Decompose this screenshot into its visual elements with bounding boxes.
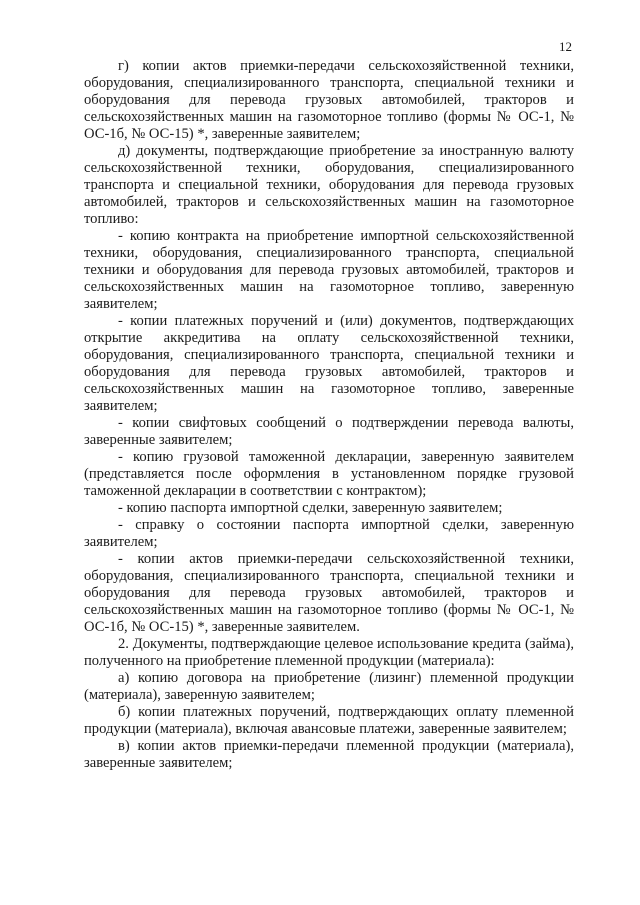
paragraph-a-contract: а) копию договора на приобретение (лизинг) племенной продукции (материала), заверенную заявителем;: [84, 670, 574, 703]
list-item-customs-declaration: - копию грузовой таможенной декларации, заверенную заявителем (представляется после оформления в установленном порядке грузовой таможенной декларации в соответствии с контрактом);: [84, 449, 574, 499]
list-item-import-passport-copy: - копию паспорта импортной сделки, заверенную заявителем;: [118, 500, 503, 516]
list-item-acceptance-acts: - копии актов приемки-передачи сельскохозяйственной техники, оборудования, специализированного транспорта, специальной техники и оборудования для перевода грузовых автомобилей, тракторов и сельскохозяйственных машин на газомоторное топливо (формы № ОС-1, № ОС-1б, № ОС-15) *, заверенные заявителем.: [84, 551, 574, 635]
page-number: 12: [559, 39, 572, 54]
list-item-swift-messages: - копии свифтовых сообщений о подтверждении перевода валюты, заверенные заявителем;: [84, 415, 574, 448]
section-2-heading: 2. Документы, подтверждающие целевое использование кредита (займа), полученного на приобретение племенной продукции (материала):: [84, 636, 574, 669]
list-item-payment-orders: - копии платежных поручений и (или) документов, подтверждающих открытие аккредитива на оплату сельскохозяйственной техники, оборудования, специализированного транспорта, специальной техники и оборудования для перевода грузовых автомобилей, тракторов и сельскохозяйственных машин на газомоторное топливо, заверенные заявителем;: [84, 313, 574, 414]
paragraph-v-acceptance-acts: в) копии актов приемки-передачи племенной продукции (материала), заверенные заявителем;: [84, 738, 574, 771]
paragraph-d-foreign-currency: д) документы, подтверждающие приобретение за иностранную валюту сельскохозяйственной техники, оборудования, специализированного транспорта и специальной техники, оборудования для перевода грузовых автомобилей, тракторов и сельскохозяйственных машин на газомоторное топливо:: [84, 143, 574, 227]
list-item-import-passport-certificate: - справку о состоянии паспорта импортной сделки, заверенную заявителем;: [84, 517, 574, 550]
list-item-contract-copy: - копию контракта на приобретение импортной сельскохозяйственной техники, оборудования, специализированного транспорта, специальной техники и оборудования для перевода грузовых автомобилей, тракторов и сельскохозяйственных машин на газомоторное топливо, заверенную заявителем;: [84, 228, 574, 312]
paragraph-g-acts: г) копии актов приемки-передачи сельскохозяйственной техники, оборудования, специализированного транспорта, специальной техники и оборудования для перевода грузовых автомобилей, тракторов и сельскохозяйственных машин на газомоторное топливо (формы № ОС-1, № ОС-1б, № ОС-15) *, заверенные заявителем;: [84, 58, 574, 142]
paragraph-b-payment-orders: б) копии платежных поручений, подтверждающих оплату племенной продукции (материала), включая авансовые платежи, заверенные заявителем;: [84, 704, 574, 737]
document-body: [84, 58, 574, 772]
